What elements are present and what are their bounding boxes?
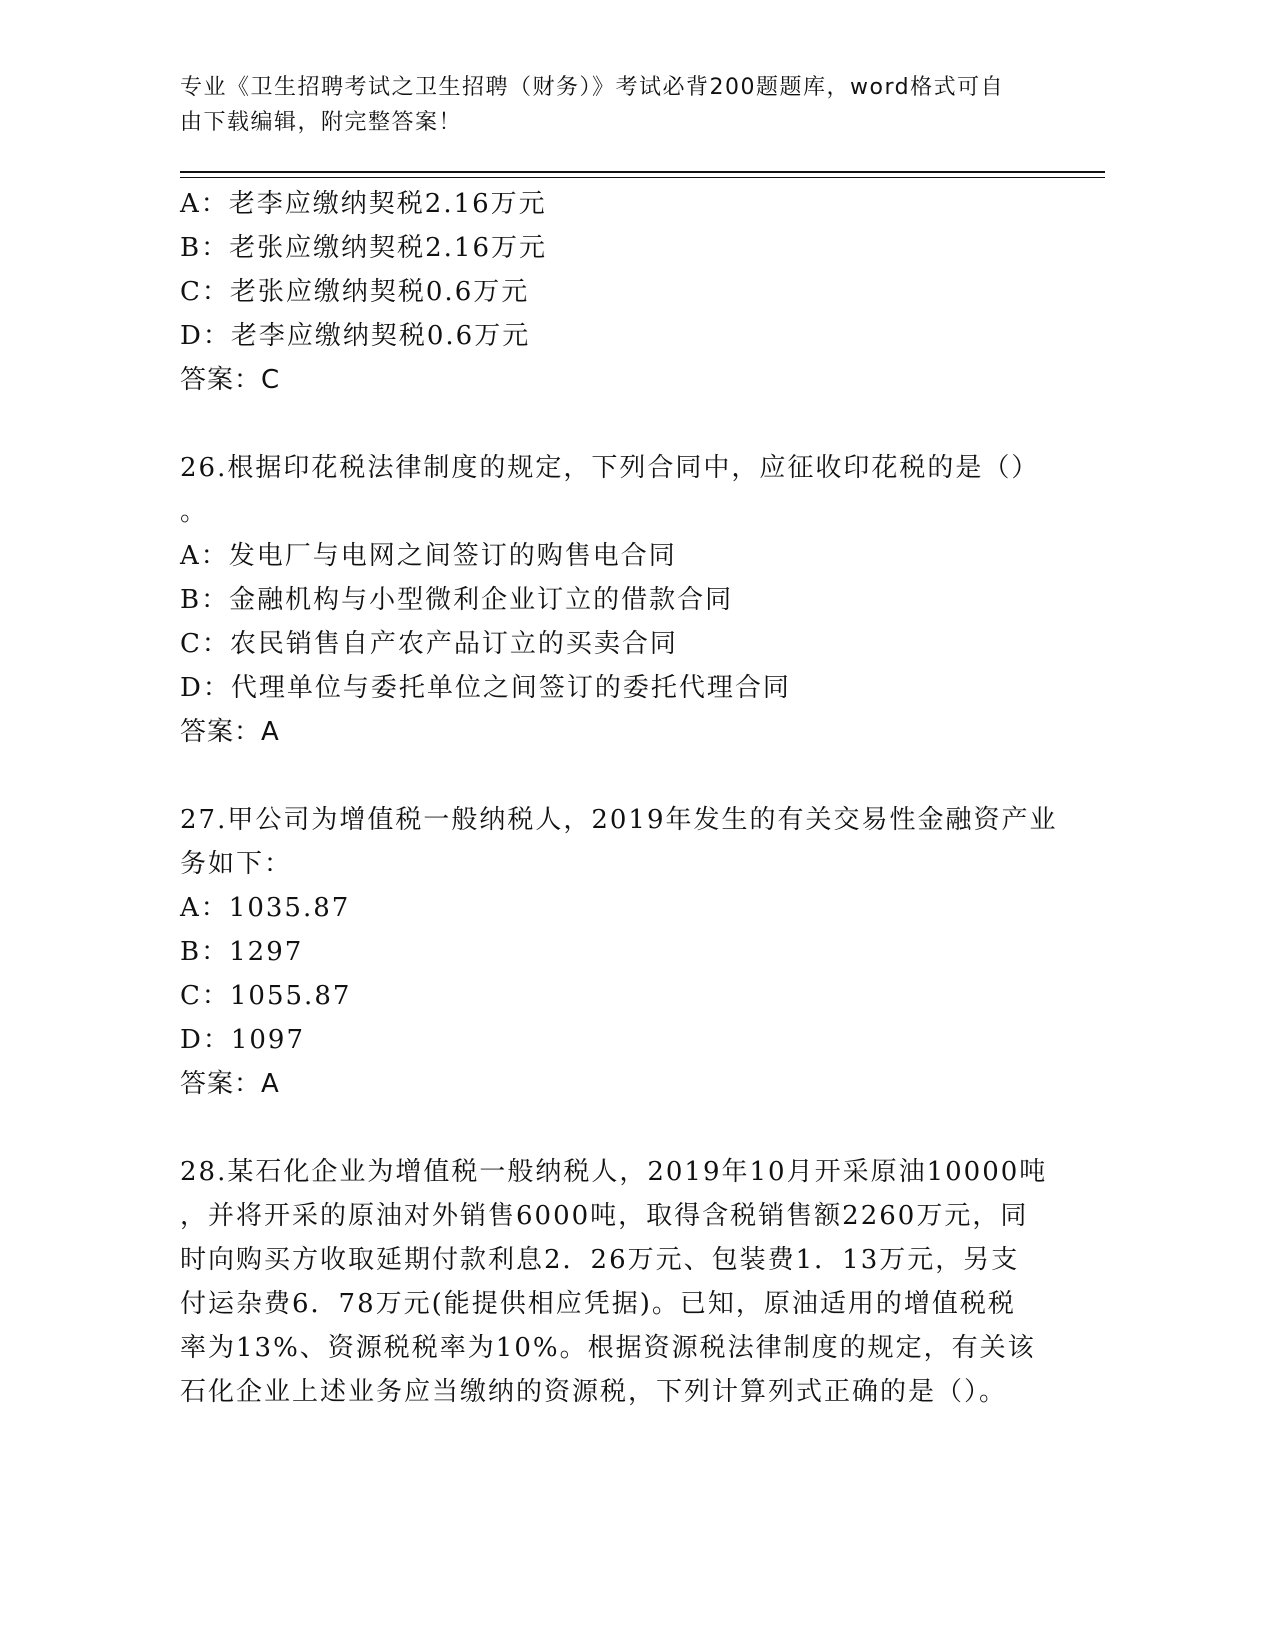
answer-line: 答案：C xyxy=(180,365,281,395)
spacer xyxy=(180,754,1060,798)
option-a: A：1035.87 xyxy=(180,893,351,923)
answer-line: 答案：A xyxy=(180,1069,280,1099)
option-d: D：老李应缴纳契税0.6万元 xyxy=(180,321,531,351)
question-26 xyxy=(180,446,1060,754)
option-c: C：1055.87 xyxy=(180,981,352,1011)
option-b: B：金融机构与小型微利企业订立的借款合同 xyxy=(180,585,734,615)
option-b: B：1297 xyxy=(180,937,304,967)
question-stem-line: 石化企业上述业务应当缴纳的资源税，下列计算列式正确的是（）。 xyxy=(180,1377,1008,1407)
option-a: A：发电厂与电网之间签订的购售电合同 xyxy=(180,541,677,571)
header-rule-thin xyxy=(180,177,1105,178)
question-stem-line: ，并将开采的原油对外销售6000吨，取得含税销售额2260万元，同 xyxy=(180,1201,1029,1231)
spacer xyxy=(180,1106,1060,1150)
answer-line: 答案：A xyxy=(180,717,280,747)
header-rule-thick xyxy=(180,171,1105,173)
question-stem-line: 务如下： xyxy=(180,849,293,879)
question-stem-line: 付运杂费6．78万元(能提供相应凭据)。已知，原油适用的增值税税 xyxy=(180,1289,1016,1319)
question-stem-line: 27.甲公司为增值税一般纳税人，2019年发生的有关交易性金融资产业 xyxy=(180,805,1058,835)
spacer xyxy=(180,402,1060,446)
question-27 xyxy=(180,798,1060,1106)
page-header xyxy=(180,70,1040,140)
question-stem-line: 26.根据印花税法律制度的规定，下列合同中，应征收印花税的是（） xyxy=(180,453,1040,483)
option-d: D：代理单位与委托单位之间签订的委托代理合同 xyxy=(180,673,791,703)
option-d: D：1097 xyxy=(180,1025,306,1055)
option-c: C：农民销售自产农产品订立的买卖合同 xyxy=(180,629,678,659)
option-a: A：老李应缴纳契税2.16万元 xyxy=(180,189,547,219)
question-28 xyxy=(180,1150,1060,1414)
question-stem-line: 率为13%、资源税税率为10%。根据资源税法律制度的规定，有关该 xyxy=(180,1333,1036,1363)
question-content xyxy=(180,182,1060,1414)
option-b: B：老张应缴纳契税2.16万元 xyxy=(180,233,547,263)
option-c: C：老张应缴纳契税0.6万元 xyxy=(180,277,530,307)
question-stem-line: 。 xyxy=(180,497,209,527)
question-stem-line: 时向购买方收取延期付款利息2．26万元、包装费1．13万元，另支 xyxy=(180,1245,1020,1275)
question-stem-line: 28.某石化企业为增值税一般纳税人，2019年10月开采原油10000吨 xyxy=(180,1157,1048,1187)
question-25 xyxy=(180,182,1060,402)
header-line-2: 由下载编辑，附完整答案！ xyxy=(180,110,463,135)
header-line-1: 专业《卫生招聘考试之卫生招聘（财务）》考试必背200题题库，word格式可自 xyxy=(180,75,1005,100)
